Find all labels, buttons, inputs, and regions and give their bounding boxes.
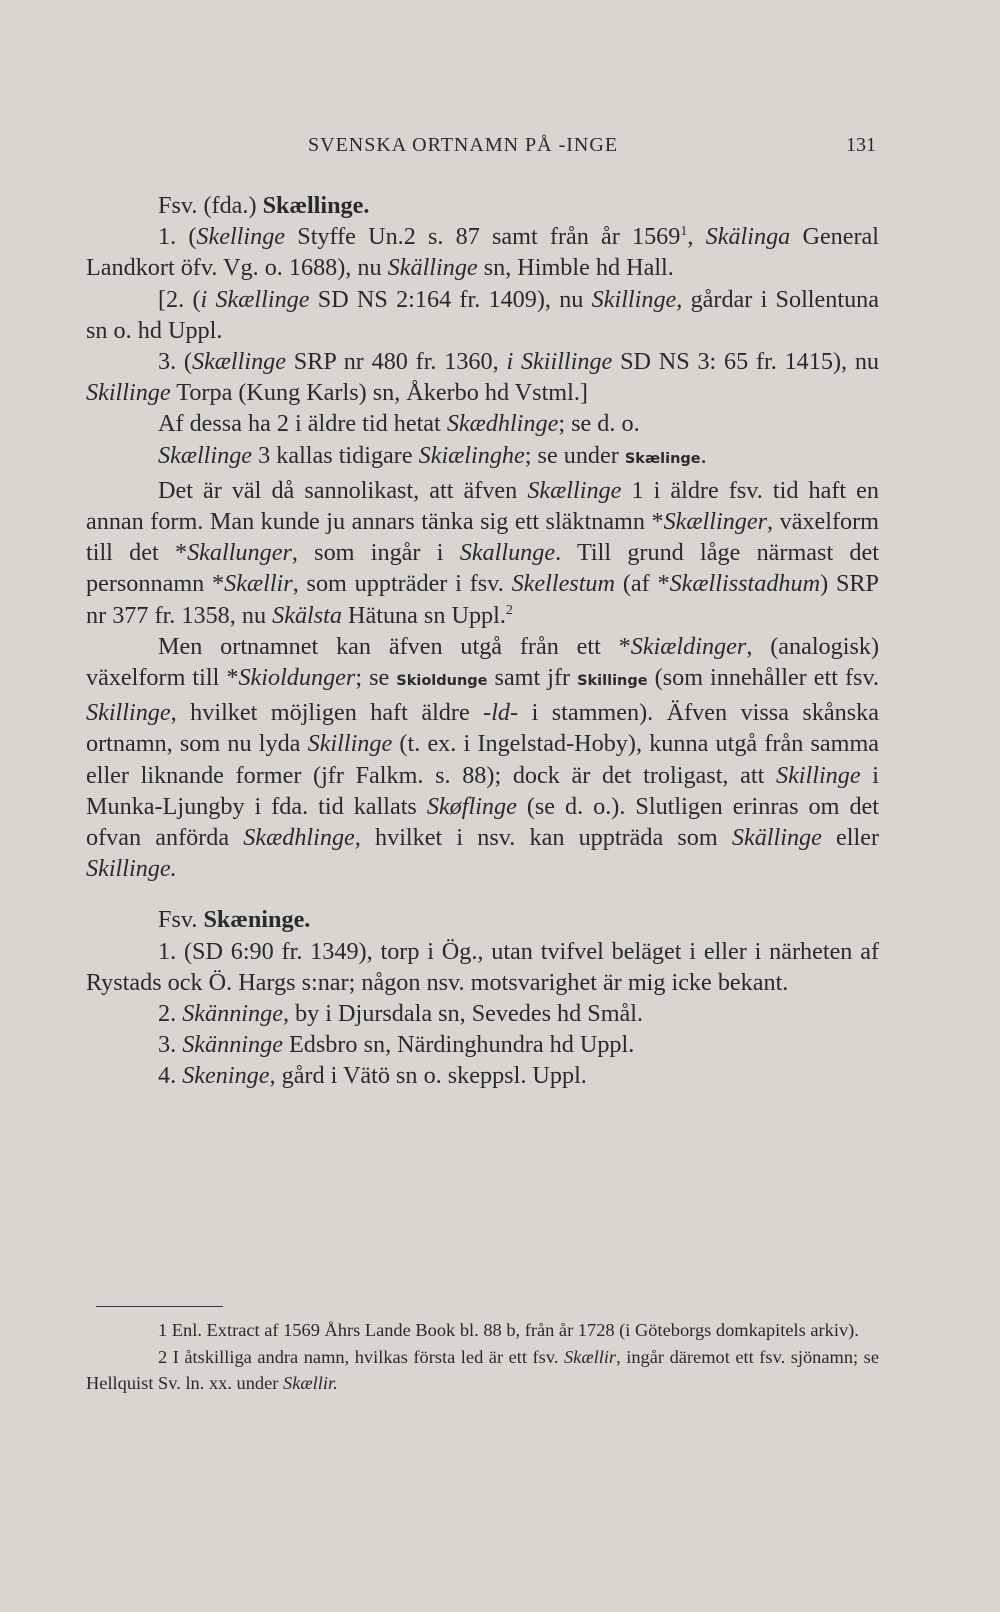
footnote-1: 1 Enl. Extract af 1569 Åhrs Lande Book bl. 88 b, från år 1728 (i Göteborgs domkapitels arkiv). [158, 1320, 859, 1340]
paragraph-skaeninge-2: 2. Skänninge, by i Djursdala sn, Sevedes hd Smål. [158, 1000, 644, 1028]
main-text [86, 190, 879, 1092]
entry-heading-skaeninge [86, 904, 879, 935]
paragraph-skaeninge-1: 1. (SD 6:90 fr. 1349), torp i Ög., utan tvifvel beläget i eller i närheten af Rystads ock Ö. Hargs s:nar; någon nsv. motsvarighet är mig icke bekant. [86, 937, 879, 996]
paragraph-skaellinge-6: Det är väl då sannolikast, att äfven Skællinge 1 i äldre fsv. tid haft en annan form. Man kunde ju annars tänka sig ett släktnamn *Skællinger, växelform till det *Skallunger, som ingår i Skallunge. Till grund låge närmast det personnamn *Skællir, som uppträder i fsv. Skellestum (af *Skællisstadhum) SRP nr 377 fr. 1358, nu Skälsta Hätuna sn Uppl.$^2$ [86, 476, 879, 629]
paragraph-skaellinge-3: 3. (Skællinge SRP nr 480 fr. 1360, i Skiillinge SD NS 3: 65 fr. 1415), nu Skillinge Torpa (Kung Karls) sn, Åkerbo hd Vstml.] [86, 348, 880, 407]
entry-heading-skaellinge [86, 190, 879, 221]
paragraph-skaellinge-1: 1. (Skellinge Styffe Un.2 s. 87 samt från år 1569$^1$, Skälinga General Landkort öfv. Vg. o. 1688), nu Skällinge sn, Himble hd Hall. [86, 223, 880, 282]
paragraph-skaellinge-2: [2. (i Skællinge SD NS 2:164 fr. 1409), nu Skillinge, gårdar i Sollentuna sn o. hd Uppl. [86, 285, 880, 344]
running-head: SVENSKA ORTNAMN PÅ -INGE [308, 134, 619, 156]
paragraph-skaeninge-4: 4. Skeninge, gård i Vätö sn o. skeppsl. Uppl. [158, 1062, 587, 1090]
page-number: 131 [846, 134, 876, 156]
paragraph-skaellinge-7: Men ortnamnet kan äfven utgå från ett *Skiældinger, (analogisk) växelform till *Skioldunger; se Skioldunge samt jfr Skillinge (som innehåller ett fsv. Skillinge, hvilket möjligen haft äldre -ld- i stammen). Äfven vissa skånska ortnamn, som nu lyda Skillinge (t. ex. i Ingelstad-Hoby), kunna utgå från samma eller liknande former (jfr Falkm. s. 88); dock är det troligast, att Skillinge i Munka-Ljungby i fda. tid kallats Skøflinge (se d. o.). Slutligen erinras om det ofvan anförda Skædhlinge, hvilket i nsv. kan uppträda som Skällinge eller Skillinge. [86, 632, 880, 883]
footnote-ref-1: 1 [680, 224, 688, 240]
footnote-ref-2: 2 [505, 602, 513, 618]
heading-prefix: Fsv. [158, 906, 204, 934]
paragraph-skaellinge-4: Af dessa ha 2 i äldre tid hetat Skædhlinge; se d. o. [158, 410, 640, 438]
heading-name: Skæninge. [203, 906, 311, 934]
heading-prefix: Fsv. (fda.) [158, 192, 263, 219]
heading-name: Skællinge. [262, 192, 370, 219]
footnote-2: 2 I åtskilliga andra namn, hvilkas första led är ett fsv. Skællir, ingår däremot ett fsv. sjönamn; se Hellquist Sv. ln. xx. under Skællir. [86, 1346, 879, 1393]
paragraph-skaeninge-3: 3. Skänninge Edsbro sn, Närdinghundra hd Uppl. [158, 1031, 635, 1059]
footnote-divider [96, 1306, 223, 1307]
footnotes [86, 1317, 879, 1397]
page-header [86, 134, 876, 164]
paragraph-skaellinge-5: Skællinge 3 kallas tidigare Skiælinghe; se under Skælinge. [158, 441, 707, 469]
